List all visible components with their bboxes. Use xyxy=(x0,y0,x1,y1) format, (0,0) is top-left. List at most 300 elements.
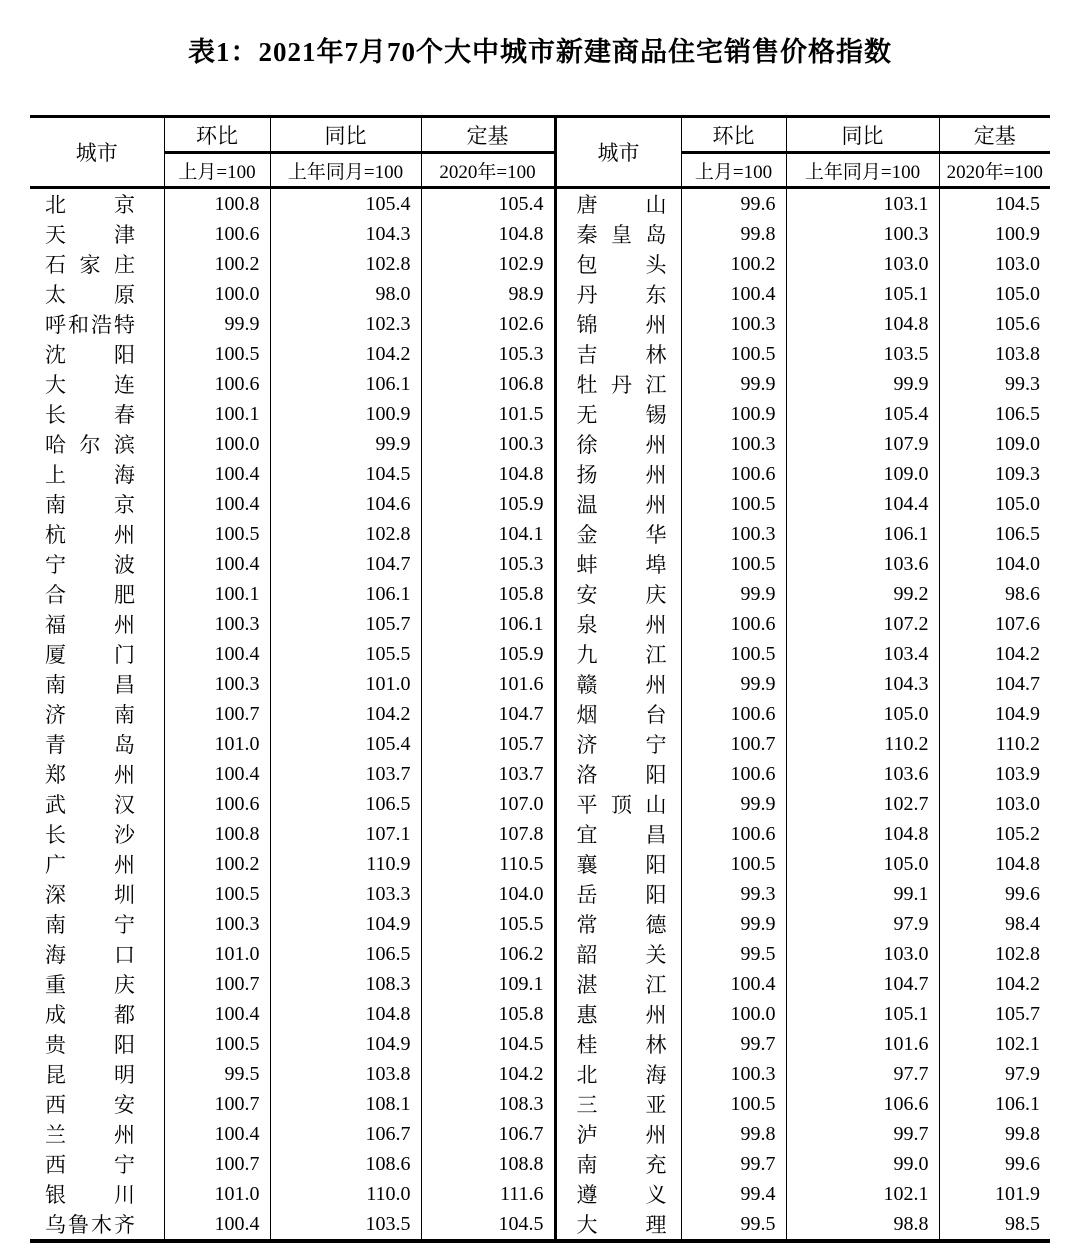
value-cell: 104.2 xyxy=(939,969,1050,999)
city-cell xyxy=(30,579,164,609)
value-cell: 101.5 xyxy=(421,399,555,429)
value-cell: 109.3 xyxy=(939,459,1050,489)
value-cell: 106.2 xyxy=(421,939,555,969)
city-name: 北 海 xyxy=(576,1063,667,1087)
value-cell: 106.1 xyxy=(270,579,421,609)
value-cell: 98.9 xyxy=(421,279,555,309)
city-name: 上 海 xyxy=(45,463,135,487)
table-row xyxy=(30,399,1050,429)
value-cell: 100.2 xyxy=(681,249,786,279)
value-cell: 100.1 xyxy=(164,579,270,609)
city-cell xyxy=(555,909,681,939)
table-row xyxy=(30,1059,1050,1089)
table-row xyxy=(30,909,1050,939)
city-cell xyxy=(30,459,164,489)
city-name: 扬 州 xyxy=(576,463,667,487)
city-name: 金 华 xyxy=(576,523,667,547)
city-name: 西 安 xyxy=(45,1093,135,1117)
value-cell: 103.6 xyxy=(786,549,939,579)
city-cell xyxy=(30,669,164,699)
value-cell: 99.9 xyxy=(681,579,786,609)
city-cell xyxy=(555,1089,681,1119)
city-cell xyxy=(555,489,681,519)
table-body xyxy=(30,188,1050,1242)
header-base-right: 定基 xyxy=(939,117,1050,153)
value-cell: 101.0 xyxy=(164,729,270,759)
value-cell: 104.7 xyxy=(939,669,1050,699)
city-cell xyxy=(555,219,681,249)
value-cell: 100.4 xyxy=(164,489,270,519)
city-cell xyxy=(555,1179,681,1209)
value-cell: 100.4 xyxy=(164,549,270,579)
value-cell: 104.7 xyxy=(421,699,555,729)
city-cell xyxy=(555,639,681,669)
value-cell: 105.1 xyxy=(786,999,939,1029)
value-cell: 97.9 xyxy=(939,1059,1050,1089)
header-city-right: 城市 xyxy=(555,117,681,188)
city-cell xyxy=(30,819,164,849)
value-cell: 105.4 xyxy=(270,729,421,759)
city-name: 乌 鲁 木 齐 xyxy=(45,1213,135,1237)
value-cell: 100.3 xyxy=(681,1059,786,1089)
value-cell: 101.6 xyxy=(421,669,555,699)
city-name: 宜 昌 xyxy=(576,823,667,847)
value-cell: 106.5 xyxy=(270,939,421,969)
city-name: 武 汉 xyxy=(45,793,135,817)
city-cell xyxy=(555,579,681,609)
value-cell: 100.9 xyxy=(681,399,786,429)
city-cell xyxy=(30,1089,164,1119)
value-cell: 104.5 xyxy=(270,459,421,489)
city-cell xyxy=(30,309,164,339)
value-cell: 104.0 xyxy=(421,879,555,909)
table-row xyxy=(30,279,1050,309)
table-row xyxy=(30,1089,1050,1119)
value-cell: 100.3 xyxy=(421,429,555,459)
table-row xyxy=(30,219,1050,249)
city-name: 太 原 xyxy=(45,283,135,307)
city-cell xyxy=(30,699,164,729)
value-cell: 110.2 xyxy=(939,729,1050,759)
value-cell: 102.8 xyxy=(939,939,1050,969)
value-cell: 105.8 xyxy=(421,999,555,1029)
value-cell: 100.6 xyxy=(164,369,270,399)
table-row xyxy=(30,1209,1050,1241)
value-cell: 102.6 xyxy=(421,309,555,339)
value-cell: 98.4 xyxy=(939,909,1050,939)
value-cell: 105.9 xyxy=(421,489,555,519)
city-name: 福 州 xyxy=(45,613,135,637)
value-cell: 105.0 xyxy=(786,849,939,879)
value-cell: 100.6 xyxy=(681,699,786,729)
city-name: 贵 阳 xyxy=(45,1033,135,1057)
header-mom-left: 环比 xyxy=(164,117,270,153)
table-row xyxy=(30,879,1050,909)
value-cell: 105.7 xyxy=(421,729,555,759)
value-cell: 108.6 xyxy=(270,1149,421,1179)
value-cell: 100.6 xyxy=(681,459,786,489)
city-name: 徐 州 xyxy=(576,433,667,457)
table-row xyxy=(30,639,1050,669)
city-name: 常 德 xyxy=(576,913,667,937)
city-cell xyxy=(30,369,164,399)
city-name: 北 京 xyxy=(45,193,135,217)
city-name: 南 充 xyxy=(576,1153,667,1177)
value-cell: 104.7 xyxy=(270,549,421,579)
city-name: 郑 州 xyxy=(45,763,135,787)
city-cell xyxy=(555,188,681,220)
value-cell: 97.9 xyxy=(786,909,939,939)
table-row xyxy=(30,1179,1050,1209)
city-name: 重 庆 xyxy=(45,973,135,997)
city-cell xyxy=(30,188,164,220)
value-cell: 100.3 xyxy=(681,309,786,339)
city-cell xyxy=(555,399,681,429)
value-cell: 98.8 xyxy=(786,1209,939,1241)
price-index-table xyxy=(30,115,1050,1243)
value-cell: 104.2 xyxy=(939,639,1050,669)
city-name: 沈 阳 xyxy=(45,343,135,367)
value-cell: 104.8 xyxy=(421,219,555,249)
value-cell: 99.7 xyxy=(681,1149,786,1179)
value-cell: 101.0 xyxy=(164,1179,270,1209)
city-cell xyxy=(30,339,164,369)
city-cell xyxy=(30,609,164,639)
subheader-yoy-right: 上年同月=100 xyxy=(786,153,939,188)
value-cell: 100.4 xyxy=(164,759,270,789)
city-name: 烟 台 xyxy=(576,703,667,727)
value-cell: 106.1 xyxy=(786,519,939,549)
city-cell xyxy=(555,519,681,549)
header-city-left: 城市 xyxy=(75,141,118,165)
value-cell: 104.3 xyxy=(786,669,939,699)
table-header xyxy=(30,117,1050,188)
value-cell: 106.6 xyxy=(786,1089,939,1119)
value-cell: 108.8 xyxy=(421,1149,555,1179)
city-name: 桂 林 xyxy=(576,1033,667,1057)
value-cell: 105.0 xyxy=(939,279,1050,309)
table-title: 表1：2021年7月70个大中城市新建商品住宅销售价格指数 xyxy=(188,37,892,67)
city-name: 包 头 xyxy=(576,253,667,277)
value-cell: 99.3 xyxy=(939,369,1050,399)
value-cell: 99.7 xyxy=(681,1029,786,1059)
value-cell: 108.3 xyxy=(270,969,421,999)
table-row xyxy=(30,849,1050,879)
value-cell: 99.9 xyxy=(681,789,786,819)
value-cell: 100.7 xyxy=(681,729,786,759)
value-cell: 103.5 xyxy=(270,1209,421,1241)
value-cell: 104.5 xyxy=(421,1209,555,1241)
value-cell: 103.0 xyxy=(786,939,939,969)
city-name: 襄 阳 xyxy=(576,853,667,877)
value-cell: 104.2 xyxy=(270,699,421,729)
value-cell: 99.9 xyxy=(681,369,786,399)
city-name: 哈 尔 滨 xyxy=(45,433,135,457)
city-cell xyxy=(30,1209,164,1241)
table-row xyxy=(30,819,1050,849)
value-cell: 106.1 xyxy=(939,1089,1050,1119)
subheader-mom-left: 上月=100 xyxy=(164,153,270,188)
value-cell: 99.9 xyxy=(681,909,786,939)
city-name: 深 圳 xyxy=(45,883,135,907)
value-cell: 100.2 xyxy=(164,849,270,879)
value-cell: 100.6 xyxy=(164,219,270,249)
city-name: 惠 州 xyxy=(576,1003,667,1027)
value-cell: 100.7 xyxy=(164,699,270,729)
value-cell: 99.6 xyxy=(939,1149,1050,1179)
city-name: 石 家 庄 xyxy=(45,253,135,277)
value-cell: 100.6 xyxy=(681,759,786,789)
value-cell: 100.5 xyxy=(681,1089,786,1119)
city-name: 安 庆 xyxy=(576,583,667,607)
value-cell: 98.6 xyxy=(939,579,1050,609)
value-cell: 104.0 xyxy=(939,549,1050,579)
value-cell: 100.6 xyxy=(681,609,786,639)
value-cell: 99.6 xyxy=(681,188,786,220)
value-cell: 99.9 xyxy=(270,429,421,459)
city-cell xyxy=(30,1119,164,1149)
table-row xyxy=(30,1029,1050,1059)
value-cell: 105.0 xyxy=(939,489,1050,519)
city-cell xyxy=(555,879,681,909)
city-name: 济 南 xyxy=(45,703,135,727)
city-cell xyxy=(30,279,164,309)
city-cell xyxy=(30,1149,164,1179)
city-cell xyxy=(555,249,681,279)
city-cell xyxy=(555,789,681,819)
value-cell: 100.3 xyxy=(681,429,786,459)
table-row xyxy=(30,999,1050,1029)
city-name: 南 昌 xyxy=(45,673,135,697)
value-cell: 104.8 xyxy=(270,999,421,1029)
city-name: 平 顶 山 xyxy=(576,793,667,817)
value-cell: 99.1 xyxy=(786,879,939,909)
value-cell: 107.0 xyxy=(421,789,555,819)
value-cell: 99.8 xyxy=(681,1119,786,1149)
value-cell: 98.0 xyxy=(270,279,421,309)
city-name: 天 津 xyxy=(45,223,135,247)
value-cell: 100.5 xyxy=(164,519,270,549)
value-cell: 105.4 xyxy=(786,399,939,429)
city-cell xyxy=(30,549,164,579)
city-name: 唐 山 xyxy=(576,193,667,217)
value-cell: 103.5 xyxy=(786,339,939,369)
value-cell: 100.4 xyxy=(681,969,786,999)
value-cell: 105.9 xyxy=(421,639,555,669)
value-cell: 100.6 xyxy=(681,819,786,849)
value-cell: 102.8 xyxy=(270,519,421,549)
value-cell: 100.0 xyxy=(164,279,270,309)
city-name: 大 理 xyxy=(576,1213,667,1237)
table-row xyxy=(30,759,1050,789)
value-cell: 100.5 xyxy=(681,339,786,369)
city-cell xyxy=(30,249,164,279)
city-cell xyxy=(30,519,164,549)
value-cell: 104.8 xyxy=(786,819,939,849)
table-row xyxy=(30,309,1050,339)
table-row xyxy=(30,188,1050,220)
value-cell: 99.9 xyxy=(164,309,270,339)
header-yoy-left: 同比 xyxy=(270,117,421,153)
value-cell: 101.0 xyxy=(270,669,421,699)
subheader-base-left: 2020年=100 xyxy=(421,153,555,188)
city-cell xyxy=(555,729,681,759)
city-name: 昆 明 xyxy=(45,1063,135,1087)
table-row xyxy=(30,459,1050,489)
value-cell: 99.4 xyxy=(681,1179,786,1209)
table-row xyxy=(30,519,1050,549)
city-cell xyxy=(30,909,164,939)
value-cell: 100.4 xyxy=(681,279,786,309)
city-name: 南 宁 xyxy=(45,913,135,937)
city-cell xyxy=(555,669,681,699)
city-name: 九 江 xyxy=(576,643,667,667)
table-row xyxy=(30,429,1050,459)
value-cell: 100.3 xyxy=(786,219,939,249)
value-cell: 104.8 xyxy=(939,849,1050,879)
city-cell xyxy=(555,699,681,729)
table-row xyxy=(30,579,1050,609)
value-cell: 107.2 xyxy=(786,609,939,639)
city-cell xyxy=(30,969,164,999)
value-cell: 100.4 xyxy=(164,639,270,669)
value-cell: 103.0 xyxy=(939,789,1050,819)
value-cell: 110.9 xyxy=(270,849,421,879)
value-cell: 105.3 xyxy=(421,549,555,579)
value-cell: 106.5 xyxy=(939,399,1050,429)
city-cell xyxy=(30,729,164,759)
value-cell: 103.8 xyxy=(270,1059,421,1089)
value-cell: 101.6 xyxy=(786,1029,939,1059)
value-cell: 100.7 xyxy=(164,1149,270,1179)
value-cell: 100.4 xyxy=(164,459,270,489)
city-cell xyxy=(555,309,681,339)
city-name: 成 都 xyxy=(45,1003,135,1027)
value-cell: 106.5 xyxy=(939,519,1050,549)
value-cell: 100.4 xyxy=(164,999,270,1029)
value-cell: 106.7 xyxy=(421,1119,555,1149)
value-cell: 103.4 xyxy=(786,639,939,669)
city-cell xyxy=(555,759,681,789)
city-cell xyxy=(30,489,164,519)
city-cell xyxy=(555,609,681,639)
city-name: 海 口 xyxy=(45,943,135,967)
value-cell: 102.1 xyxy=(786,1179,939,1209)
value-cell: 107.1 xyxy=(270,819,421,849)
city-name: 南 京 xyxy=(45,493,135,517)
value-cell: 99.5 xyxy=(164,1059,270,1089)
city-cell xyxy=(30,1059,164,1089)
value-cell: 105.4 xyxy=(421,188,555,220)
value-cell: 108.3 xyxy=(421,1089,555,1119)
value-cell: 100.7 xyxy=(164,969,270,999)
city-name: 合 肥 xyxy=(45,583,135,607)
city-name: 济 宁 xyxy=(576,733,667,757)
city-name: 锦 州 xyxy=(576,313,667,337)
city-cell xyxy=(30,789,164,819)
city-name: 杭 州 xyxy=(45,523,135,547)
value-cell: 104.5 xyxy=(421,1029,555,1059)
value-cell: 99.9 xyxy=(786,369,939,399)
value-cell: 104.1 xyxy=(421,519,555,549)
city-name: 岳 阳 xyxy=(576,883,667,907)
city-cell xyxy=(30,999,164,1029)
value-cell: 99.2 xyxy=(786,579,939,609)
city-name: 遵 义 xyxy=(576,1183,667,1207)
city-cell xyxy=(555,1209,681,1241)
value-cell: 104.3 xyxy=(270,219,421,249)
city-cell xyxy=(30,639,164,669)
city-cell xyxy=(30,219,164,249)
value-cell: 100.7 xyxy=(164,1089,270,1119)
value-cell: 100.0 xyxy=(681,999,786,1029)
city-name: 兰 州 xyxy=(45,1123,135,1147)
value-cell: 98.5 xyxy=(939,1209,1050,1241)
city-name: 三 亚 xyxy=(576,1093,667,1117)
value-cell: 99.5 xyxy=(681,939,786,969)
value-cell: 97.7 xyxy=(786,1059,939,1089)
value-cell: 100.0 xyxy=(164,429,270,459)
city-name: 吉 林 xyxy=(576,343,667,367)
value-cell: 103.6 xyxy=(786,759,939,789)
subheader-mom-right: 上月=100 xyxy=(681,153,786,188)
city-name: 湛 江 xyxy=(576,973,667,997)
city-name: 韶 关 xyxy=(576,943,667,967)
value-cell: 105.0 xyxy=(786,699,939,729)
value-cell: 99.9 xyxy=(681,669,786,699)
value-cell: 100.3 xyxy=(164,609,270,639)
value-cell: 100.6 xyxy=(164,789,270,819)
value-cell: 99.0 xyxy=(786,1149,939,1179)
table-row xyxy=(30,249,1050,279)
value-cell: 102.9 xyxy=(421,249,555,279)
city-cell xyxy=(555,939,681,969)
value-cell: 104.4 xyxy=(786,489,939,519)
table-row xyxy=(30,969,1050,999)
city-name: 青 岛 xyxy=(45,733,135,757)
city-cell xyxy=(555,1029,681,1059)
city-name: 大 连 xyxy=(45,373,135,397)
value-cell: 107.9 xyxy=(786,429,939,459)
city-cell xyxy=(555,339,681,369)
value-cell: 103.1 xyxy=(786,188,939,220)
table-row xyxy=(30,729,1050,759)
value-cell: 106.8 xyxy=(421,369,555,399)
table-row xyxy=(30,369,1050,399)
city-cell xyxy=(555,819,681,849)
value-cell: 99.7 xyxy=(786,1119,939,1149)
value-cell: 107.8 xyxy=(421,819,555,849)
value-cell: 105.4 xyxy=(270,188,421,220)
value-cell: 104.9 xyxy=(270,909,421,939)
city-name: 广 州 xyxy=(45,853,135,877)
city-name: 厦 门 xyxy=(45,643,135,667)
value-cell: 100.5 xyxy=(681,549,786,579)
value-cell: 104.8 xyxy=(786,309,939,339)
value-cell: 104.6 xyxy=(270,489,421,519)
value-cell: 111.6 xyxy=(421,1179,555,1209)
value-cell: 100.9 xyxy=(270,399,421,429)
value-cell: 103.3 xyxy=(270,879,421,909)
value-cell: 99.5 xyxy=(681,1209,786,1241)
city-name: 秦 皇 岛 xyxy=(576,223,667,247)
city-name: 长 春 xyxy=(45,403,135,427)
value-cell: 104.9 xyxy=(270,1029,421,1059)
value-cell: 110.5 xyxy=(421,849,555,879)
city-cell xyxy=(30,1029,164,1059)
value-cell: 101.0 xyxy=(164,939,270,969)
value-cell: 99.6 xyxy=(939,879,1050,909)
